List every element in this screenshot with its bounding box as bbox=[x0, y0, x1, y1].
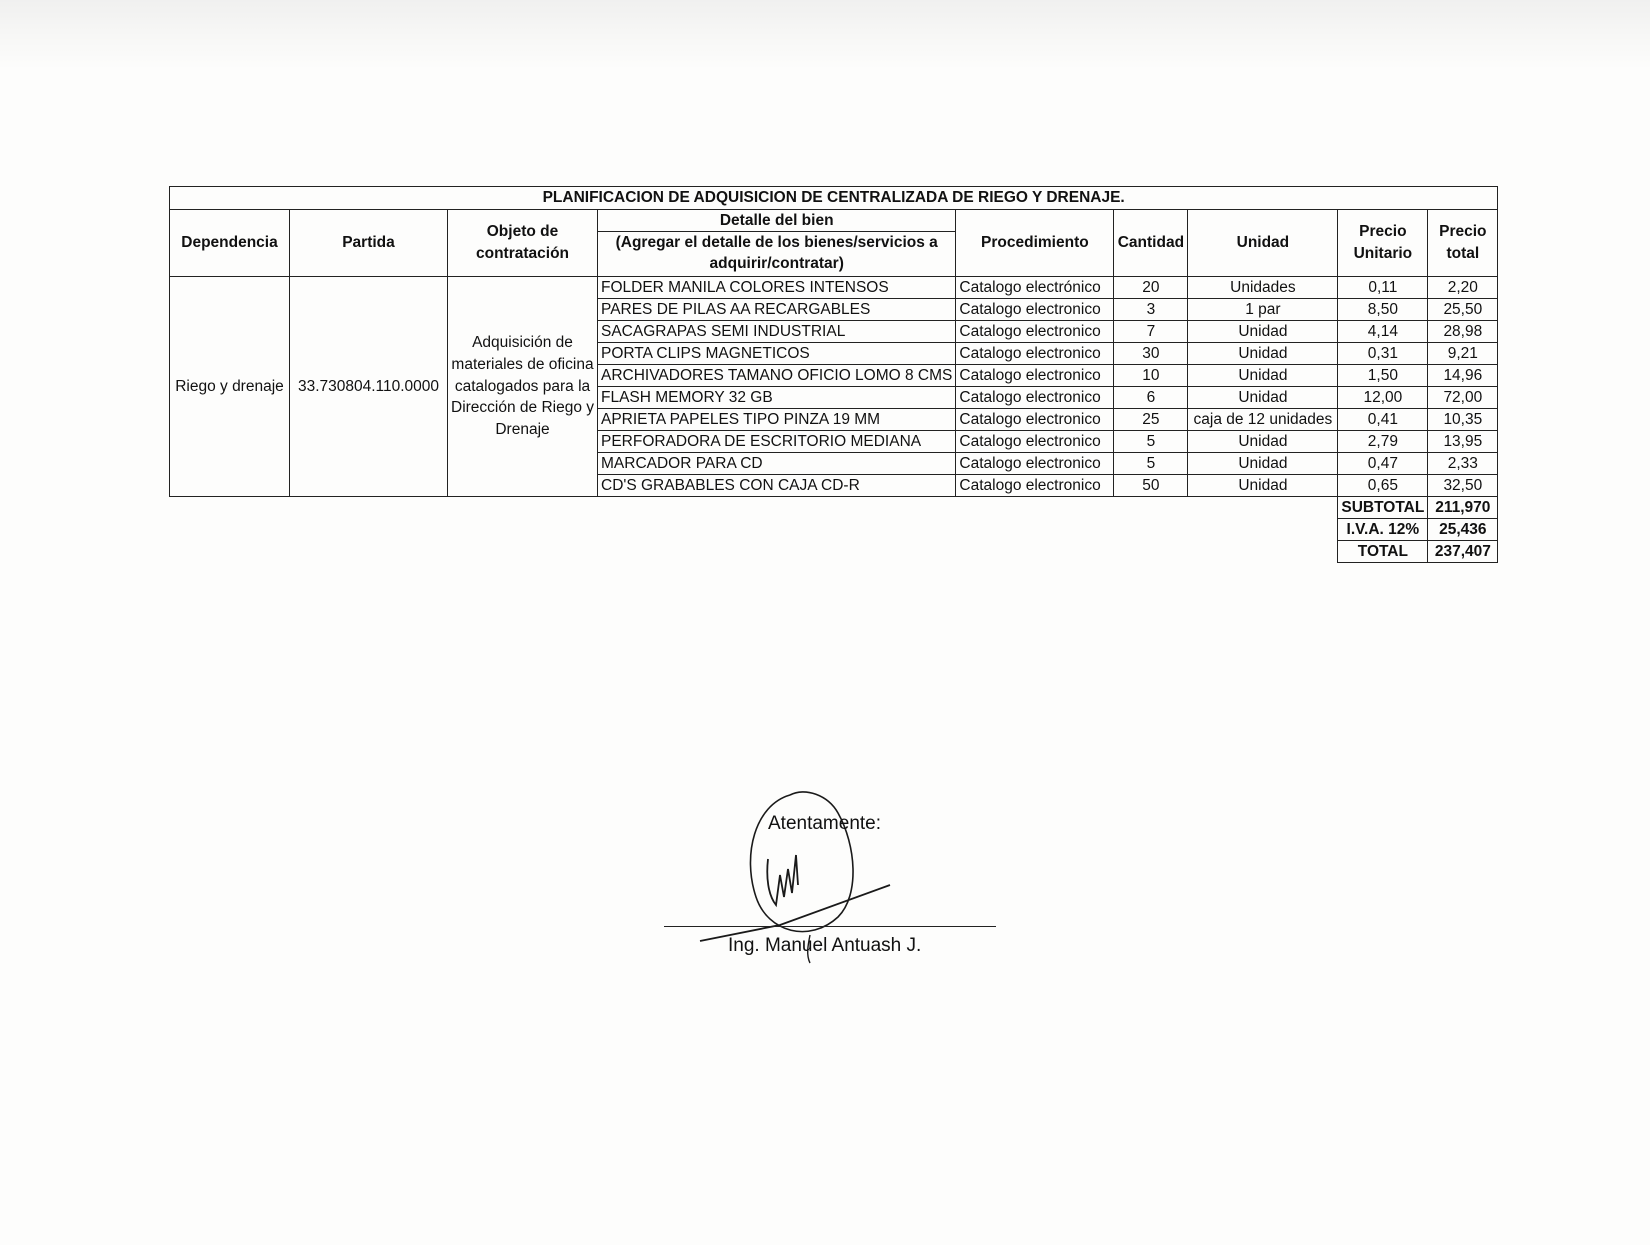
cell-procedimiento: Catalogo electronico bbox=[956, 431, 1114, 453]
header-precio-unitario: Precio Unitario bbox=[1338, 210, 1428, 277]
totals-spacer bbox=[170, 541, 1338, 563]
cell-dependencia: Riego y drenaje bbox=[170, 277, 290, 497]
iva-value: 25,436 bbox=[1428, 519, 1498, 541]
cell-precio-total: 2,20 bbox=[1428, 277, 1498, 299]
cell-procedimiento: Catalogo electronico bbox=[956, 321, 1114, 343]
header-row bbox=[170, 210, 1498, 232]
cell-unidad: caja de 12 unidades bbox=[1188, 409, 1338, 431]
cell-precio-total: 32,50 bbox=[1428, 475, 1498, 497]
cell-precio-total: 9,21 bbox=[1428, 343, 1498, 365]
cell-detalle: FOLDER MANILA COLORES INTENSOS bbox=[598, 277, 956, 299]
header-objeto: Objeto de contratación bbox=[448, 210, 598, 277]
header-dependencia: Dependencia bbox=[170, 210, 290, 277]
cell-detalle: FLASH MEMORY 32 GB bbox=[598, 387, 956, 409]
header-unidad: Unidad bbox=[1188, 210, 1338, 277]
cell-cantidad: 3 bbox=[1114, 299, 1188, 321]
cell-precio-unitario: 0,41 bbox=[1338, 409, 1428, 431]
header-procedimiento: Procedimiento bbox=[956, 210, 1114, 277]
cell-procedimiento: Catalogo electronico bbox=[956, 343, 1114, 365]
cell-cantidad: 25 bbox=[1114, 409, 1188, 431]
cell-unidad: Unidad bbox=[1188, 365, 1338, 387]
cell-unidad: Unidad bbox=[1188, 453, 1338, 475]
signature-block bbox=[660, 785, 1000, 965]
header-precio-total: Precio total bbox=[1428, 210, 1498, 277]
cell-detalle: MARCADOR PARA CD bbox=[598, 453, 956, 475]
cell-unidad: 1 par bbox=[1188, 299, 1338, 321]
cell-procedimiento: Catalogo electronico bbox=[956, 475, 1114, 497]
cell-procedimiento: Catalogo electronico bbox=[956, 409, 1114, 431]
cell-precio-total: 13,95 bbox=[1428, 431, 1498, 453]
cell-unidad: Unidades bbox=[1188, 277, 1338, 299]
cell-procedimiento: Catalogo electronico bbox=[956, 299, 1114, 321]
cell-unidad: Unidad bbox=[1188, 431, 1338, 453]
cell-cantidad: 7 bbox=[1114, 321, 1188, 343]
cell-precio-unitario: 0,65 bbox=[1338, 475, 1428, 497]
table-row bbox=[170, 277, 1498, 299]
cell-detalle: CD'S GRABABLES CON CAJA CD-R bbox=[598, 475, 956, 497]
cell-cantidad: 30 bbox=[1114, 343, 1188, 365]
cell-precio-total: 14,96 bbox=[1428, 365, 1498, 387]
header-detalle-sub: (Agregar el detalle de los bienes/servicios a adquirir/contratar) bbox=[598, 232, 956, 277]
cell-detalle: PORTA CLIPS MAGNETICOS bbox=[598, 343, 956, 365]
cell-precio-unitario: 8,50 bbox=[1338, 299, 1428, 321]
total-label: TOTAL bbox=[1338, 541, 1428, 563]
cell-precio-total: 2,33 bbox=[1428, 453, 1498, 475]
cell-cantidad: 20 bbox=[1114, 277, 1188, 299]
scan-shade bbox=[0, 0, 1650, 70]
header-cantidad: Cantidad bbox=[1114, 210, 1188, 277]
cell-precio-unitario: 4,14 bbox=[1338, 321, 1428, 343]
cell-procedimiento: Catalogo electrónico bbox=[956, 277, 1114, 299]
cell-cantidad: 10 bbox=[1114, 365, 1188, 387]
subtotal-label: SUBTOTAL bbox=[1338, 497, 1428, 519]
cell-unidad: Unidad bbox=[1188, 387, 1338, 409]
cell-precio-unitario: 0,11 bbox=[1338, 277, 1428, 299]
cell-partida: 33.730804.110.0000 bbox=[290, 277, 448, 497]
iva-row bbox=[170, 519, 1498, 541]
cell-precio-unitario: 12,00 bbox=[1338, 387, 1428, 409]
totals-spacer bbox=[170, 519, 1338, 541]
iva-label: I.V.A. 12% bbox=[1338, 519, 1428, 541]
cell-precio-total: 28,98 bbox=[1428, 321, 1498, 343]
cell-detalle: PARES DE PILAS AA RECARGABLES bbox=[598, 299, 956, 321]
total-value: 237,407 bbox=[1428, 541, 1498, 563]
title-row bbox=[170, 187, 1498, 210]
cell-detalle: SACAGRAPAS SEMI INDUSTRIAL bbox=[598, 321, 956, 343]
cell-procedimiento: Catalogo electronico bbox=[956, 453, 1114, 475]
cell-unidad: Unidad bbox=[1188, 343, 1338, 365]
cell-precio-unitario: 0,47 bbox=[1338, 453, 1428, 475]
header-detalle: Detalle del bien bbox=[598, 210, 956, 232]
cell-procedimiento: Catalogo electronico bbox=[956, 365, 1114, 387]
totals-spacer bbox=[170, 497, 1338, 519]
cell-cantidad: 50 bbox=[1114, 475, 1188, 497]
signature-name: Ing. Manuel Antuash J. bbox=[728, 935, 922, 956]
cell-precio-unitario: 1,50 bbox=[1338, 365, 1428, 387]
table-title: PLANIFICACION DE ADQUISICION DE CENTRALIZADA DE RIEGO Y DRENAJE. bbox=[170, 187, 1498, 210]
cell-detalle: ARCHIVADORES TAMANO OFICIO LOMO 8 CMS bbox=[598, 365, 956, 387]
procurement-plan-table bbox=[169, 186, 1498, 563]
cell-precio-unitario: 2,79 bbox=[1338, 431, 1428, 453]
cell-objeto: Adquisición de materiales de oficina catalogados para la Dirección de Riego y Drenaje bbox=[448, 277, 598, 497]
total-row bbox=[170, 541, 1498, 563]
cell-unidad: Unidad bbox=[1188, 321, 1338, 343]
cell-cantidad: 5 bbox=[1114, 431, 1188, 453]
cell-precio-total: 10,35 bbox=[1428, 409, 1498, 431]
cell-cantidad: 6 bbox=[1114, 387, 1188, 409]
cell-detalle: PERFORADORA DE ESCRITORIO MEDIANA bbox=[598, 431, 956, 453]
cell-detalle: APRIETA PAPELES TIPO PINZA 19 MM bbox=[598, 409, 956, 431]
cell-cantidad: 5 bbox=[1114, 453, 1188, 475]
header-partida: Partida bbox=[290, 210, 448, 277]
signature-greeting: Atentamente: bbox=[768, 813, 882, 834]
cell-unidad: Unidad bbox=[1188, 475, 1338, 497]
cell-procedimiento: Catalogo electronico bbox=[956, 387, 1114, 409]
subtotal-row bbox=[170, 497, 1498, 519]
signature-line bbox=[664, 926, 996, 927]
cell-precio-unitario: 0,31 bbox=[1338, 343, 1428, 365]
cell-precio-total: 72,00 bbox=[1428, 387, 1498, 409]
subtotal-value: 211,970 bbox=[1428, 497, 1498, 519]
cell-precio-total: 25,50 bbox=[1428, 299, 1498, 321]
